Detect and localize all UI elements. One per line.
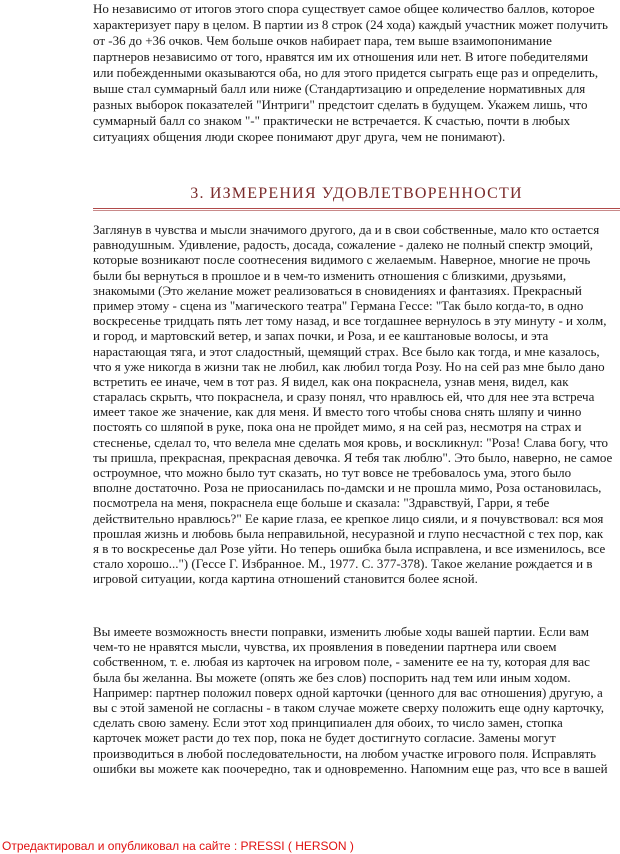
text-line: характеризует пару в целом. В партии из 8 строк (24 хода) каждый участник может получить (93, 17, 608, 32)
text-line: встретить ее иначе, чем в тот раз. Я видел, как она покраснела, узнав меня, видел, как (93, 373, 569, 389)
text-line: были бы вернуться в прошлое и в чем-то изменить отношения с близкими, друзьями, (93, 267, 567, 283)
text-line: от -36 до +36 очков. Чем больше очков набирает пара, тем выше взаимопонимание (93, 33, 552, 48)
text-line: остроумное, что можно было тут сказать, но тут вовсе не требовалось ума, этого было (93, 465, 572, 480)
text-line: или побежденными оказываются оба, но для этого придется сыграть еще раз и определить, (93, 65, 599, 80)
publisher-footer: Отредактировал и опубликовал на сайте : PRESSI ( HERSON ) (2, 839, 354, 853)
text-line: посмотрела на меня, покраснела еще больше и сказала: "Здравствуй, Гарри, я тебе (93, 495, 550, 511)
text-line: разных выборок показателей "Интриги" предстоит сделать в будущем. Укажем лишь, что (93, 97, 588, 112)
text-line: ошибки вы можете как поочередно, так и одновременно. Напомним еще раз, что все в вашей (93, 760, 608, 776)
text-line: ты пришла, прекрасная, прекрасная девочка. Я тебя так люблю". Это было, наверно, не самое (93, 449, 613, 465)
paragraph-intro (93, 1, 620, 145)
text-line: которые возникают после соотнесения видимого с желаемым. Наверное, многие не прочь (93, 252, 591, 268)
text-line: вполне достаточно. Роза не приосанилась по-дамски и не прошла мимо, Роза остановилась, (93, 480, 602, 496)
text-line: стало хорошо...") (Гессе Г. Избранное. М., 1977. С. 377-378). Такое желание рождается и в (93, 556, 593, 572)
text-line: воскресенье тридцать пять лет тому назад, и все тогдашнее вернулось в эту минуту - и холм, (93, 313, 607, 329)
text-line: игровой ситуации, когда картина отношений становится более ясной. (93, 571, 478, 587)
text-line: и город, и мартовский ветер, и запах почки, и Роза, и ее каштановые волосы, и эта (93, 328, 549, 344)
text-line: сделать свою замену. Если этот ход принципиален для обоих, то число замен, стопка (93, 715, 563, 731)
text-line: старалась скрыть, что покраснела, и сразу понял, что нравлюсь ей, что для нее эта встреча (93, 389, 595, 405)
text-line: нарастающая тяга, и этот сладостный, щемящий страх. Все было как тогда, и мне казалось, (93, 343, 600, 359)
text-line: постоять со шляпой в руке, пока она не пройдет мимо, я на сей раз, несмотря на страх и (93, 419, 582, 435)
text-line: имеет такое же значение, как для меня. И вместо того чтобы снова снять шляпу и чинно (93, 404, 582, 420)
text-line: Вы имеете возможность внести поправки, изменить любые ходы вашей партии. Если вам (93, 624, 590, 639)
text-line: стесненье, сделал то, что велела мне сделать моя кровь, и воскликнул: "Роза! Слава богу, что (93, 434, 609, 450)
section-heading: 3. ИЗМЕРЕНИЯ УДОВЛЕТВОРЕННОСТИ (190, 185, 523, 202)
paragraph-corrections (93, 624, 620, 776)
text-line: прошлая жизнь и любовь была неправильной, несуразной и глупо несчастной с тех пор, как (93, 525, 604, 541)
text-line: была бы желанна. Вы можете (опять же без слов) поспорить над тем или иным ходом. (93, 669, 571, 685)
text-line: пример этому - сцена из "магического театра" Германа Гессе: "Так было когда-то, в одно (93, 297, 584, 313)
text-line: производиться в любой последовательности, на любом участке игрового поля. Исправлять (93, 745, 597, 761)
text-line: вы с этой заменой не согласны - в таком случае можете сверху положить еще одну карточку, (93, 699, 604, 715)
text-line: выше стал суммарный балл или ниже (Стандартизацию и определение нормативных для (93, 81, 586, 96)
text-line: равнодушным. Удивление, радость, досада, сожаление - далеко не полный спектр эмоций, (93, 237, 593, 253)
text-line: что я уже никогда в жизни так не любил, как любил тогда Розу. Но на сей раз мне было дано (93, 358, 605, 374)
text-line: собственном, т. е. любая из карточек на игровом поле, - замените ее на ту, которая для вас (93, 654, 590, 670)
heading-divider (93, 208, 620, 211)
text-line: карточек может расти до тех пор, пока не будет достигнуто согласие. Замены могут (93, 730, 556, 746)
text-line: Заглянув в чувства и мысли значимого другого, да и в свои собственные, мало кто остается (93, 222, 600, 237)
text-line: чем-то не нравятся мысли, чувства, их проявления в поведении партнера или своем (93, 639, 557, 655)
text-line: партнеров независимо от того, нравятся им их отношения или нет. В итоге победителями (93, 49, 589, 64)
text-line: Например: партнер положил поверх одной карточки (ценного для вас отношения) другую, а (93, 684, 603, 700)
text-line: я в то воскресенье дал Розе уйти. Но теперь ошибка была исправлена, и все изменилось, все (93, 540, 606, 556)
text-line: действительно нравлюсь?" Ее карие глаза, ее крепкое лицо сияли, и я почувствовал: вся моя (93, 510, 604, 526)
text-line: Но независимо от итогов этого спора существует самое общее количество баллов, которое (93, 1, 595, 16)
text-line: суммарный балл со знаком "-" практически не встречается. К счастью, почти в любых (93, 113, 571, 128)
text-line: ситуациях общения люди скорее понимают друг друга, чем не понимают). (93, 129, 506, 144)
paragraph-satisfaction (93, 222, 620, 587)
text-line: знакомыми (Это желание может реализоваться в сновидениях и фантазиях. Прекрасный (93, 282, 582, 298)
